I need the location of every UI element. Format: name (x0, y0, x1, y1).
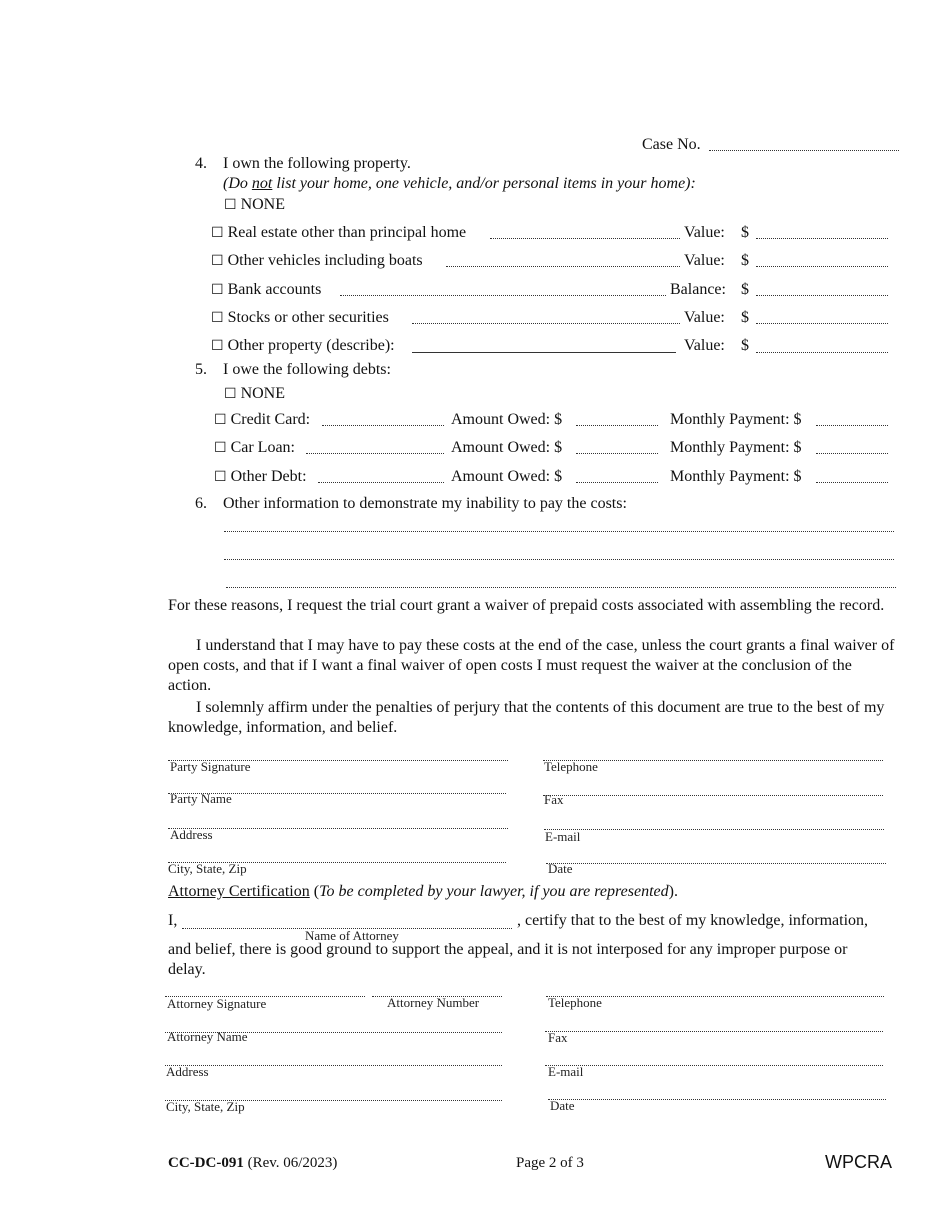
debt-other[interactable]: ☐ Other Debt: (214, 468, 307, 485)
amount-owed-label: Amount Owed: $ (451, 468, 563, 485)
checkbox-icon[interactable]: ☐ (211, 253, 224, 269)
monthly-payment-field[interactable] (816, 453, 888, 454)
value-field-bank[interactable] (756, 295, 888, 296)
affirm-paragraph: I solemnly affirm under the penalties of perjury that the contents of this document are true to the best of my knowledge, information, and belief. (168, 699, 885, 736)
currency-sign: $ (741, 281, 749, 298)
currency-sign: $ (741, 309, 749, 326)
checkbox-icon[interactable]: ☐ (214, 469, 227, 485)
currency-sign: $ (741, 252, 749, 269)
date-field[interactable] (546, 863, 886, 864)
section4-number: 4. (195, 155, 207, 172)
value-label: Value: (684, 309, 725, 326)
property-item-other[interactable]: ☐ Other property (describe): (211, 337, 395, 354)
checkbox-icon[interactable]: ☐ (224, 386, 237, 402)
email-field[interactable] (544, 829, 884, 830)
attorney-email-label: E-mail (548, 1064, 584, 1079)
monthly-payment-label: Monthly Payment: $ (670, 439, 802, 456)
amount-owed-field[interactable] (576, 425, 658, 426)
value-field-real-estate[interactable] (756, 238, 888, 239)
other-property-describe-field[interactable] (412, 352, 676, 353)
leader-dots (446, 266, 680, 267)
section5-none[interactable]: ☐ NONE (224, 385, 285, 402)
attorney-address-label: Address (166, 1064, 209, 1079)
property-item-vehicles[interactable]: ☐ Other vehicles including boats (211, 252, 423, 269)
leader-dots (412, 323, 680, 324)
section5-title: I owe the following debts: (223, 361, 391, 378)
other-info-line-2[interactable] (224, 559, 894, 560)
certify-text-line2: and belief, there is good ground to support the appeal, and it is not interposed for any improper purpose or (168, 941, 848, 958)
value-field-vehicles[interactable] (756, 266, 888, 267)
other-info-line-1[interactable] (224, 531, 894, 532)
attorney-certification-heading: Attorney Certification (To be completed by your lawyer, if you are represented). (168, 883, 678, 900)
monthly-payment-label: Monthly Payment: $ (670, 411, 802, 428)
monthly-payment-label: Monthly Payment: $ (670, 468, 802, 485)
debt-name-field[interactable] (306, 453, 444, 454)
fax-label: Fax (544, 792, 564, 807)
attorney-telephone-label: Telephone (548, 995, 602, 1010)
value-label: Value: (684, 252, 725, 269)
balance-label: Balance: (670, 281, 726, 298)
form-code: CC-DC-091 (Rev. 06/2023) (168, 1155, 338, 1171)
certify-text-line3: delay. (168, 961, 206, 978)
attorney-signature-label: Attorney Signature (167, 996, 267, 1011)
amount-owed-field[interactable] (576, 482, 658, 483)
attorney-number-label: Attorney Number (387, 995, 480, 1010)
property-item-real-estate[interactable]: ☐ Real estate other than principal home (211, 224, 467, 241)
debt-credit-card[interactable]: ☐ Credit Card: (214, 411, 311, 428)
date-label: Date (548, 861, 573, 876)
party-name-label: Party Name (170, 791, 232, 806)
page-number: Page 2 of 3 (516, 1155, 584, 1171)
checkbox-icon[interactable]: ☐ (211, 338, 224, 354)
amount-owed-label: Amount Owed: $ (451, 439, 563, 456)
address-label: Address (170, 827, 213, 842)
request-paragraph: For these reasons, I request the trial court grant a waiver of prepaid costs associated with assembling the record. (168, 597, 885, 614)
case-no-label: Case No. (642, 136, 701, 153)
section5-number: 5. (195, 361, 207, 378)
fax-field[interactable] (543, 795, 883, 796)
leader-dots (340, 295, 666, 296)
leader-dots (490, 238, 680, 239)
certify-i-label: I, (168, 912, 178, 929)
attorney-address-field[interactable] (165, 1065, 502, 1066)
monthly-payment-field[interactable] (816, 425, 888, 426)
attorney-date-field[interactable] (548, 1099, 886, 1100)
other-info-line-3[interactable] (226, 587, 896, 588)
value-label: Value: (684, 337, 725, 354)
property-item-bank[interactable]: ☐ Bank accounts (211, 281, 322, 298)
monthly-payment-field[interactable] (816, 482, 888, 483)
telephone-label: Telephone (544, 759, 598, 774)
party-signature-label: Party Signature (170, 759, 251, 774)
section6-number: 6. (195, 495, 207, 512)
currency-sign: $ (741, 224, 749, 241)
checkbox-icon[interactable]: ☐ (211, 282, 224, 298)
property-item-stocks[interactable]: ☐ Stocks or other securities (211, 309, 389, 326)
form-code-wpcra: WPCRA (825, 1152, 892, 1172)
section4-note: (Do not list your home, one vehicle, and/or personal items in your home): (223, 175, 696, 192)
attorney-fax-field[interactable] (545, 1031, 883, 1032)
checkbox-icon[interactable]: ☐ (211, 310, 224, 326)
checkbox-icon[interactable]: ☐ (214, 440, 227, 456)
attorney-email-field[interactable] (545, 1065, 883, 1066)
amount-owed-field[interactable] (576, 453, 658, 454)
understand-paragraph: I understand that I may have to pay these costs at the end of the case, unless the court grants a final waiver of open costs, and that if I want a final waiver of open costs I must request the waiver at the conclusion of the action. (168, 637, 895, 694)
currency-sign: $ (741, 337, 749, 354)
certify-text: , certify that to the best of my knowledge, information, (517, 912, 869, 929)
address-field[interactable] (168, 828, 508, 829)
attorney-city-label: City, State, Zip (166, 1099, 245, 1114)
name-of-attorney-caption: Name of Attorney (305, 928, 399, 943)
section4-title: I own the following property. (223, 155, 411, 172)
checkbox-icon[interactable]: ☐ (224, 197, 237, 213)
email-label: E-mail (545, 829, 581, 844)
attorney-fax-label: Fax (548, 1030, 568, 1045)
case-no-field[interactable] (709, 150, 899, 151)
amount-owed-label: Amount Owed: $ (451, 411, 563, 428)
debt-name-field[interactable] (322, 425, 444, 426)
value-field-stocks[interactable] (756, 323, 888, 324)
city-state-zip-label: City, State, Zip (168, 861, 247, 876)
checkbox-icon[interactable]: ☐ (211, 225, 224, 241)
value-field-other[interactable] (756, 352, 888, 353)
debt-car-loan[interactable]: ☐ Car Loan: (214, 439, 295, 456)
value-label: Value: (684, 224, 725, 241)
attorney-name-label: Attorney Name (167, 1029, 248, 1044)
debt-name-field[interactable] (318, 482, 444, 483)
checkbox-icon[interactable]: ☐ (214, 412, 227, 428)
attorney-date-label: Date (550, 1098, 575, 1113)
section4-none[interactable]: ☐ NONE (224, 196, 285, 213)
section6-title: Other information to demonstrate my inability to pay the costs: (223, 495, 627, 512)
